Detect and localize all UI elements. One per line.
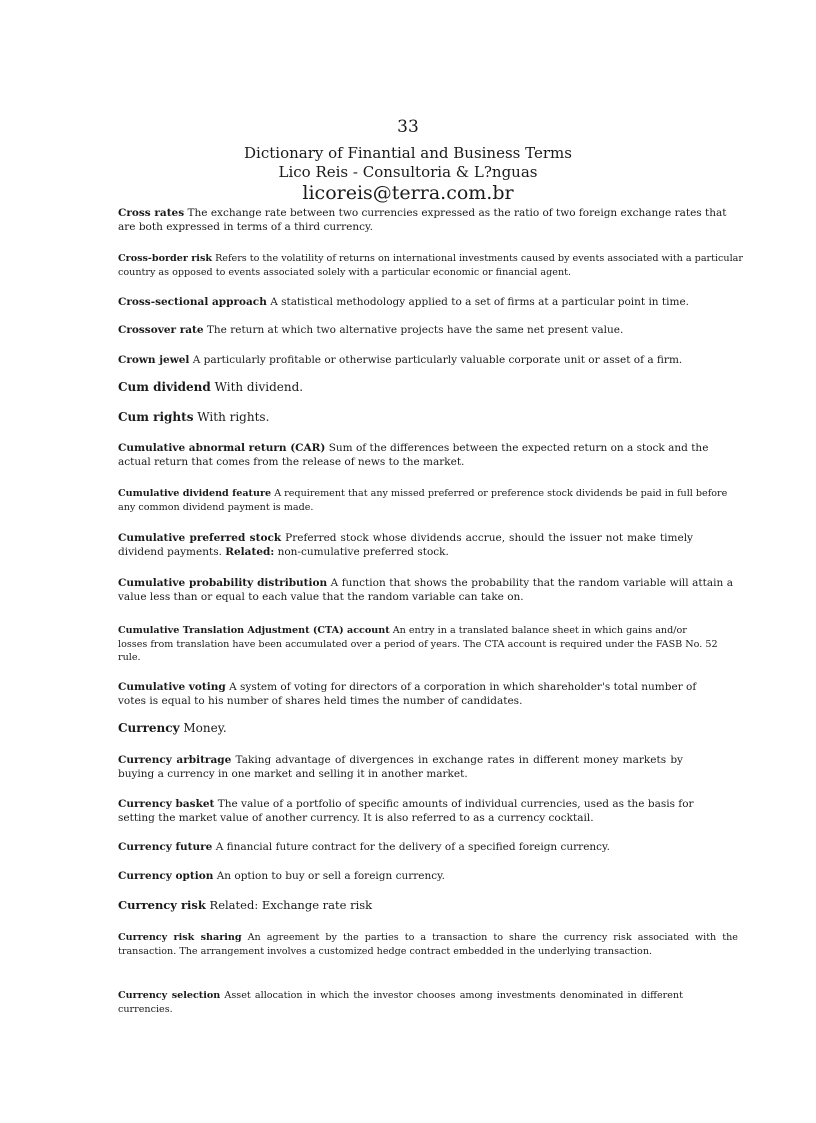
entry-currency-selection	[118, 989, 683, 1016]
entry-crossover-rate	[118, 323, 743, 337]
entry-term: Currency selection	[118, 990, 221, 1001]
entry-term: Cumulative voting	[118, 681, 226, 693]
entry-cross-rates	[118, 206, 743, 234]
entry-definition: Taking advantage of divergences in exchange rates in different money markets by buying a currency in one market and selling it in another market.	[118, 754, 683, 780]
entry-currency-future	[118, 840, 743, 854]
entry-cross-sectional-approach	[118, 295, 743, 309]
related-term: non-cumulative preferred stock.	[277, 546, 449, 558]
entry-term: Cumulative abnormal return (CAR)	[118, 442, 326, 454]
entry-definition: An option to buy or sell a foreign currency.	[216, 870, 446, 882]
entry-term: Currency arbitrage	[118, 754, 232, 766]
entry-term: Currency risk	[118, 898, 206, 912]
entry-term: Currency future	[118, 841, 213, 853]
entry-cum-dividend	[118, 379, 743, 395]
entry-definition: An entry in a translated balance sheet in which gains and/or losses from translation have been accumulated over a period of years. The CTA account is required under the FASB No. 52 rule.	[118, 625, 718, 663]
entry-term: Cum rights	[118, 410, 194, 424]
entry-definition: With dividend.	[214, 380, 304, 394]
entry-definition: The value of a portfolio of specific amounts of individual currencies, used as the basis for setting the market value of another currency. It is also referred to as a currency cocktail.	[118, 798, 694, 824]
entry-cumulative-probability-distribution	[118, 576, 733, 604]
entry-definition: The return at which two alternative projects have the same net present value.	[206, 324, 624, 336]
entry-term: Crown jewel	[118, 354, 190, 366]
entry-term: Cumulative probability distribution	[118, 577, 328, 589]
entry-cum-rights	[118, 409, 743, 425]
entry-definition: A financial future contract for the delivery of a specified foreign currency.	[215, 841, 610, 853]
entry-cumulative-voting	[118, 680, 718, 708]
entry-currency-option	[118, 869, 743, 883]
entry-definition: The exchange rate between two currencies expressed as the ratio of two foreign exchange rates that are both expressed in terms of a third currency.	[118, 207, 727, 233]
entry-currency	[118, 720, 743, 736]
entry-term: Currency option	[118, 870, 214, 882]
entry-term: Crossover rate	[118, 324, 204, 336]
entry-definition: Asset allocation in which the investor chooses among investments denominated in different currencies.	[118, 990, 683, 1015]
entry-cumulative-preferred-stock	[118, 531, 693, 559]
related-label: Related:	[225, 546, 275, 558]
entry-definition: A particularly profitable or otherwise particularly valuable corporate unit or asset of a firm.	[192, 354, 683, 366]
entry-term: Currency basket	[118, 798, 215, 810]
entry-term: Cross-border risk	[118, 253, 212, 264]
entry-definition: Refers to the volatility of returns on international investments caused by events associated with a particular country as opposed to events associated solely with a particular economic or financial agent.	[118, 253, 743, 278]
entry-definition: Related: Exchange rate risk	[209, 898, 373, 912]
entry-definition: A system of voting for directors of a corporation in which shareholder's total number of votes is equal to his number of shares held times the number of candidates.	[118, 681, 697, 707]
entry-cumulative-dividend-feature	[118, 487, 743, 514]
author-line: Lico Reis - Consultoria & L?nguas	[278, 163, 538, 181]
entry-cumulative-abnormal-return	[118, 441, 743, 469]
entry-cumulative-translation-adjustment	[118, 624, 718, 665]
entry-definition: A statistical methodology applied to a set of firms at a particular point in time.	[270, 296, 689, 308]
entry-definition: A requirement that any missed preferred or preference stock dividends be paid in full before any common dividend payment is made.	[118, 488, 728, 513]
entry-term: Cumulative preferred stock	[118, 532, 282, 544]
author-email: licoreis@terra.com.br	[302, 182, 514, 204]
entry-definition: An agreement by the parties to a transaction to share the currency risk associated with the transaction. The arrangement involves a customized hedge contract embedded in the underlying transaction.	[118, 932, 738, 957]
entry-currency-basket	[118, 797, 718, 825]
entry-definition: Sum of the differences between the expected return on a stock and the actual return that comes from the release of news to the market.	[118, 442, 709, 468]
entry-term: Currency risk sharing	[118, 932, 242, 943]
entry-term: Cumulative Translation Adjustment (CTA) account	[118, 625, 390, 636]
entry-term: Currency	[118, 721, 180, 735]
document-title: Dictionary of Finantial and Business Terms	[244, 144, 572, 162]
entry-definition: Money.	[183, 721, 227, 735]
entry-definition: A function that shows the probability that the random variable will attain a value less than or equal to each value that the random variable can take on.	[118, 577, 734, 603]
entry-currency-risk	[118, 898, 743, 912]
entry-term: Cum dividend	[118, 380, 211, 394]
entry-term: Cross rates	[118, 207, 185, 219]
entry-definition: Preferred stock whose dividends accrue, should the issuer not make timely dividend payments.	[118, 532, 693, 558]
entry-crown-jewel	[118, 353, 743, 367]
entry-currency-arbitrage	[118, 753, 683, 781]
entry-cross-border-risk	[118, 252, 743, 279]
entry-term: Cross-sectional approach	[118, 296, 267, 308]
entry-definition: With rights.	[197, 410, 270, 424]
page-number: 33	[397, 117, 419, 137]
entry-term: Cumulative dividend feature	[118, 488, 272, 499]
entry-currency-risk-sharing	[118, 931, 738, 958]
